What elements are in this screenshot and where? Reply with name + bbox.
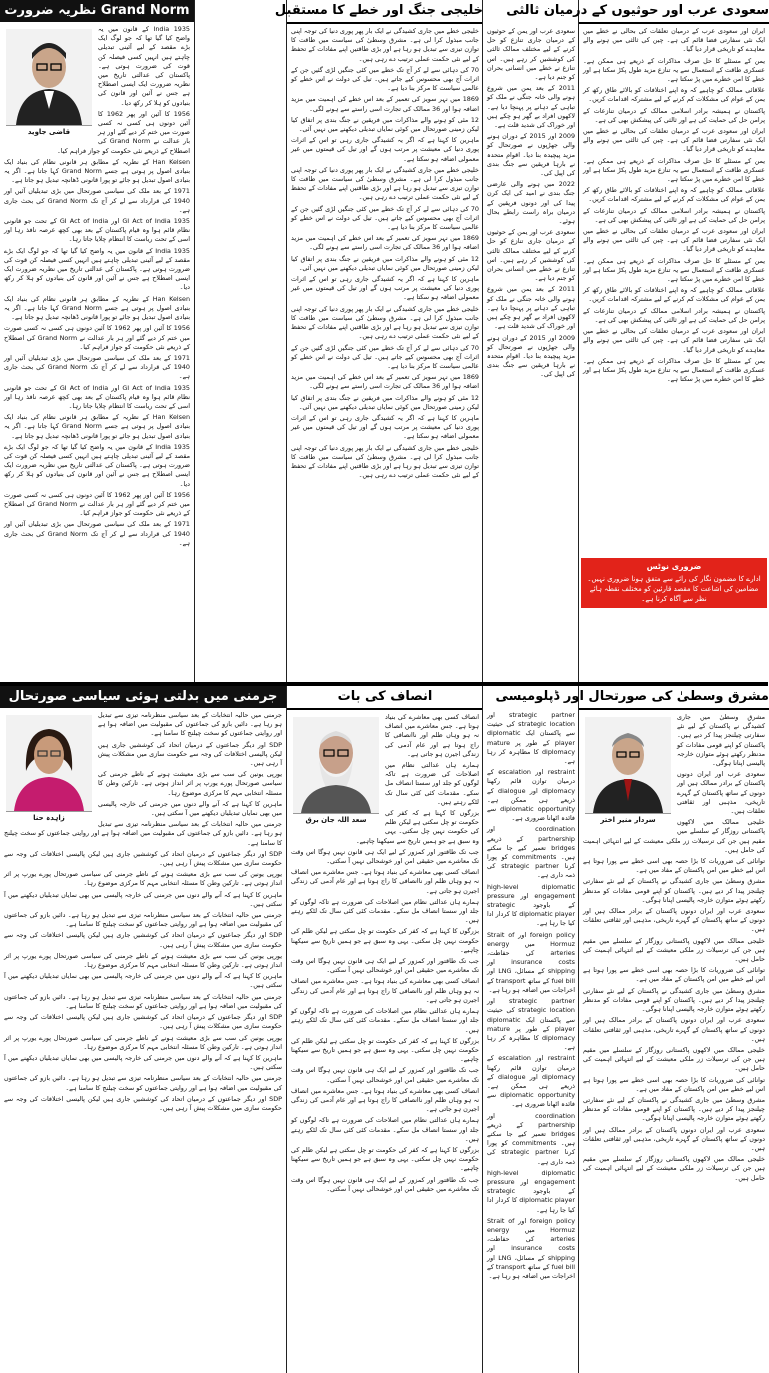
paragraph: 1956 کا آئین اور پھر 1962 کا آئین دونوں ہی کسی نہ کسی صورت میں ختم کر دیے گئے اور ہر بار عدالت نے Grand Norm کی اصطلاح کے ذریعے نئی حکومت کو جواز فراہم کیا۔ xyxy=(57,109,190,155)
paragraph: ایران اور سعودی عرب کے درمیان تعلقات کی بحالی نے خطے میں ایک نئی سفارتی فضا قائم کی ہے۔ چین کی ثالثی میں ہونے والے معاہدے کو تاریخی قرار دیا گیا۔ xyxy=(583,27,765,54)
paragraph: توانائی کی ضروریات کا بڑا حصہ بھی اسی خطے سے پورا ہوتا ہے اس لیے خطے میں امن پاکستان کے مفاد میں ہے۔ xyxy=(583,966,765,984)
paragraph: coordination اور partnership کے ذریعے bridges تعمیر کیے جا سکتے ہیں۔ commitments کو پورا کرنا strategic partner کی ذمہ داری ہے۔ xyxy=(487,1111,575,1166)
paragraph: پاکستان نے ہمیشہ برادر اسلامی ممالک کے درمیان تنازعات کے پرامن حل کی حمایت کی ہے اور ثالثی کی پیشکش بھی کی ہے۔ xyxy=(583,106,765,124)
article-title: سعودی عرب اور حوثیوں کے درمیان ثالثی xyxy=(579,0,769,24)
paragraph: 1971 کے بعد ملک کی سیاسی صورتحال میں بڑی تبدیلیاں آئیں اور 1940 کی قرارداد سے لے کر آج تک Grand Norm کی بحث جاری ہے۔ xyxy=(4,520,190,547)
paragraph: SDP اور دیگر جماعتوں کے درمیان اتحاد کی کوششیں جاری ہیں لیکن پالیسی اختلافات کی وجہ سے حکومت سازی میں مشکلات پیش آ رہی ہیں۔ xyxy=(98,740,282,768)
paragraph: مشرق وسطیٰ میں جاری کشیدگی نے پاکستان کے لیے نئے سفارتی چیلنجز پیدا کر دیے ہیں۔ پاکستان کو اپنے قومی مفادات کو مدنظر رکھتے ہوئے متوازن خارجہ پالیسی اپنانا ہوگی۔ xyxy=(583,877,765,904)
paragraph: 1935 India کے قانون میں یہ واضح کیا گیا تھا کہ جو لوگ ایک بڑے مقصد کے لیے آئینی تبدیلی چاہتے ہیں انہیں کسی فیصلہ کن قوت کی ضرورت ہوتی ہے۔ پاکستان کی عدالتی تاریخ میں نظریہ ضرورت ایک ایسی اصطلاح ہے جس نے آئین اور قانون کی بنیادوں کو ہلا کر رکھ دیا۔ xyxy=(98,25,190,107)
paragraph: foreign policy اور Strait of Hormuz میں energy arteries کی حفاظت، insurance costs اور shipping کے مسائل، LNG اور fuel bill کے ساتھ transport کے اخراجات میں اضافہ ہو رہا ہے۔ xyxy=(487,1216,575,1280)
article-body xyxy=(579,24,769,389)
paragraph: جب تک طاقتور اور کمزور کے لیے ایک ہی قانون نہیں ہوگا اس وقت تک معاشرے میں حقیقی امن اور خوشحالی نہیں آ سکتی۔ xyxy=(291,1066,479,1084)
paragraph: مشرق وسطیٰ میں جاری کشیدگی نے پاکستان کے لیے نئے سفارتی چیلنجز پیدا کر دیے ہیں۔ پاکستان کو اپنے قومی مفادات کو مدنظر رکھتے ہوئے متوازن خارجہ پالیسی اپنانا ہوگی۔ xyxy=(583,1095,765,1123)
paragraph: Han Kelsen کے نظریہ کے مطابق ہر قانونی نظام کی بنیاد ایک بنیادی اصول پر ہوتی ہے جسے Grand Norm کہا جاتا ہے۔ اگر یہ بنیادی اصول تبدیل ہو جائے تو پورا قانونی ڈھانچہ تبدیل ہو جاتا ہے۔ xyxy=(4,294,190,322)
paragraph: مشرق وسطیٰ میں جاری کشیدگی نے پاکستان کے لیے نئے سفارتی چیلنجز پیدا کر دیے ہیں۔ پاکستان کو اپنے قومی مفادات کو مدنظر رکھتے ہوئے متوازن خارجہ پالیسی اپنانا ہوگی۔ xyxy=(583,986,765,1014)
paragraph: 2009 اور 2015 کے دوران ہونے والی جھڑپوں نے صورتحال کو مزید پیچیدہ بنا دیا۔ اقوام متحدہ نے بارہا فریقین سے جنگ بندی کی اپیل کی۔ xyxy=(487,333,576,379)
paragraph: سعودی عرب اور ایران دونوں پاکستان کے برادر ممالک ہیں اور دونوں کے ساتھ پاکستان کے گہرے تاریخی، مذہبی اور ثقافتی تعلقات ہیں۔ xyxy=(583,1016,765,1043)
paragraph: خلیجی خطے میں جاری کشیدگی نے ایک بار پھر پوری دنیا کی توجہ اپنی جانب مبذول کرا لی ہے۔ مشرق وسطیٰ کی سیاست میں طاقت کا توازن تیزی سے تبدیل ہو رہا ہے اور بڑی طاقتیں اپنے مفادات کے تحفظ کے لیے نئی حکمت عملی ترتیب دے رہی ہیں۔ xyxy=(291,165,479,202)
paragraph: خلیجی خطے میں جاری کشیدگی نے ایک بار پھر پوری دنیا کی توجہ اپنی جانب مبذول کرا لی ہے۔ مشرق وسطیٰ کی سیاست میں طاقت کا توازن تیزی سے تبدیل ہو رہا ہے اور بڑی طاقتیں اپنے مفادات کے تحفظ کے لیے نئی حکمت عملی ترتیب دے رہی ہیں۔ xyxy=(291,27,479,63)
paragraph: 2011 کے بعد یمن میں شروع ہونے والی خانہ جنگی نے ملک کو تباہی کے دہانے پر پہنچا دیا ہے۔ لاکھوں افراد بے گھر ہو چکے ہیں اور خوراک کی شدید قلت ہے۔ xyxy=(487,285,575,331)
paragraph: جرمنی میں حالیہ انتخابات کے بعد سیاسی منظرنامہ تیزی سے تبدیل ہو رہا ہے۔ دائیں بازو کی جماعتوں کی مقبولیت میں اضافہ ہوا ہے اور روایتی جماعتوں کو سخت چیلنج کا سامنا ہے۔ xyxy=(4,911,282,929)
paragraph: یمن کے مسئلے کا حل صرف مذاکرات کے ذریعے ہی ممکن ہے۔ عسکری طاقت کے استعمال سے یہ تنازع مزید طول پکڑ سکتا ہے اور خطے کا امن خطرے میں پڑ سکتا ہے۔ xyxy=(583,256,765,284)
paragraph: یورپی یونین کی سب سے بڑی معیشت ہونے کے ناطے جرمنی کی سیاسی صورتحال پورے یورپ پر اثر انداز ہوتی ہے۔ تارکین وطن کا مسئلہ انتخابی مہم کا مرکزی موضوع رہا۔ xyxy=(4,1033,282,1051)
paragraph: strategic partner اور strategic location کی حیثیت سے پاکستان ایک diplomatic player کے طور پر mature diplomacy کا مظاہرہ کر رہا ہے۔ xyxy=(487,997,575,1052)
paragraph: بزرگوں کا کہنا ہے کہ کفر کی حکومت تو چل سکتی ہے لیکن ظلم کی حکومت نہیں چل سکتی۔ یہی وہ سبق ہے جو ہمیں تاریخ سے سیکھنا چاہیے۔ xyxy=(291,1145,479,1173)
paragraph: توانائی کی ضروریات کا بڑا حصہ بھی اسی خطے سے پورا ہوتا ہے اس لیے خطے میں امن پاکستان کے مفاد میں ہے۔ xyxy=(583,1075,765,1093)
author-name: سردار منیر اختر xyxy=(600,816,656,824)
paragraph: سعودی عرب اور ایران دونوں پاکستان کے برادر ممالک ہیں اور دونوں کے ساتھ پاکستان کے گہرے تاریخی، مذہبی اور ثقافتی تعلقات ہیں۔ xyxy=(583,1125,765,1152)
column-germany xyxy=(0,686,286,1373)
paragraph: 1869 میں نہر سویز کی تعمیر کے بعد اس خطے کی اہمیت میں مزید اضافہ ہوا اور 36 ممالک کی تجارت اسی راستے سے ہونے لگی۔ xyxy=(291,234,479,252)
paragraph: 2011 کے بعد یمن میں شروع ہونے والی خانہ جنگی نے ملک کو تباہی کے دہانے پر پہنچا دیا ہے۔ لاکھوں افراد بے گھر ہو چکے ہیں اور خوراک کی شدید قلت ہے۔ xyxy=(487,84,575,130)
paragraph: GI Act of India 1935 اور GI Act of India کے تحت جو قانونی نظام قائم ہوا وہ قیام پاکستان کے بعد بھی کچھ عرصہ نافذ رہا اور اسی کے تحت ریاست کا انتظام چلایا جاتا رہا۔ xyxy=(4,217,190,244)
paragraph: سعودی عرب اور یمن کے حوثیوں کے درمیان جاری تنازع کو حل کرنے کے لیے مختلف ممالک ثالثی کی کوششیں کر رہے ہیں۔ اس تنازع نے خطے میں انسانی بحران کو جنم دیا ہے۔ xyxy=(487,228,575,283)
paragraph: ہمارے ہاں عدالتی نظام میں اصلاحات کی ضرورت ہے تاکہ لوگوں کو جلد اور سستا انصاف مل سکے۔ مقدمات کئی کئی سال تک لٹکے رہتے ہیں۔ xyxy=(385,761,479,806)
column-diplomacy-1 xyxy=(482,686,579,1373)
paragraph: 1869 میں نہر سویز کی تعمیر کے بعد اس خطے کی اہمیت میں مزید اضافہ ہوا اور 36 ممالک کی تجارت اسی راستے سے ہونے لگی۔ xyxy=(291,373,479,391)
paragraph: جب تک طاقتور اور کمزور کے لیے ایک ہی قانون نہیں ہوگا اس وقت تک معاشرے میں حقیقی امن اور خوشحالی نہیں آ سکتی۔ xyxy=(291,847,479,866)
column-gulf-war xyxy=(274,0,483,682)
paragraph: خلیجی ممالک میں لاکھوں پاکستانی روزگار کے سلسلے میں مقیم ہیں جن کی ترسیلات زر ملکی معیشت کے لیے انتہائی اہمیت کی حامل ہیں۔ xyxy=(583,1045,765,1073)
paragraph: سعودی عرب اور ایران دونوں پاکستان کے برادر ممالک ہیں اور دونوں کے ساتھ پاکستان کے گہرے تاریخی، مذہبی اور ثقافتی تعلقات ہیں۔ xyxy=(677,770,765,816)
paragraph: 12 مئی کو ہونے والے مذاکرات میں فریقین نے جنگ بندی پر اتفاق کیا لیکن زمینی صورتحال میں کوئی نمایاں تبدیلی دیکھنے میں نہیں آئی۔ xyxy=(291,393,479,411)
article-body xyxy=(287,24,483,485)
paragraph: ماہرین کا کہنا ہے کہ آنے والے دنوں میں جرمنی کی خارجہ پالیسی میں بھی نمایاں تبدیلیاں دیکھنے میں آ سکتی ہیں۔ xyxy=(4,972,282,990)
paragraph: 1956 کا آئین اور پھر 1962 کا آئین دونوں ہی کسی نہ کسی صورت میں ختم کر دیے گئے اور ہر بار عدالت نے Grand Norm کی اصطلاح کے ذریعے نئی حکومت کو جواز فراہم کیا۔ xyxy=(4,490,190,518)
author-name: قاضی جاوید xyxy=(27,128,71,136)
paragraph: ماہرین کا کہنا ہے کہ اگر یہ کشیدگی جاری رہی تو اس کے اثرات پوری دنیا کی معیشت پر مرتب ہوں گے اور تیل کی قیمتوں میں غیر معمولی اضافہ ہو سکتا ہے۔ xyxy=(291,275,479,302)
paragraph: 2022 میں ہونے والی عارضی جنگ بندی نے امید کی ایک کرن پیدا کی اور دونوں فریقین کے درمیان براہ راست رابطے بحال ہوئے۔ xyxy=(487,180,575,226)
paragraph: سعودی عرب اور ایران دونوں پاکستان کے برادر ممالک ہیں اور دونوں کے ساتھ پاکستان کے گہرے تاریخی، مذہبی اور ثقافتی تعلقات ہیں۔ xyxy=(583,907,765,934)
author-portrait-icon xyxy=(6,29,92,125)
paragraph: یمن کے مسئلے کا حل صرف مذاکرات کے ذریعے ہی ممکن ہے۔ عسکری طاقت کے استعمال سے یہ تنازع مزید طول پکڑ سکتا ہے اور خطے کا امن خطرے میں پڑ سکتا ہے۔ xyxy=(583,56,765,84)
paragraph: ماہرین کا کہنا ہے کہ آنے والے دنوں میں جرمنی کی خارجہ پالیسی میں بھی نمایاں تبدیلیاں دیکھنے میں آ سکتی ہیں۔ xyxy=(98,799,282,818)
paragraph: یورپی یونین کی سب سے بڑی معیشت ہونے کے ناطے جرمنی کی سیاسی صورتحال پورے یورپ پر اثر انداز ہوتی ہے۔ تارکین وطن کا مسئلہ انتخابی مہم کا مرکزی موضوع رہا۔ xyxy=(98,770,282,797)
author-portrait-icon xyxy=(6,715,92,811)
column-saudi-houthi-1 xyxy=(482,0,579,682)
author-portrait-icon xyxy=(585,717,671,813)
article-title: مشرق وسطیٰ کی صورتحال اور ڈپلومیسی xyxy=(579,686,769,710)
paragraph: سعودی عرب اور یمن کے حوثیوں کے درمیان جاری تنازع کو حل کرنے کے لیے مختلف ممالک ثالثی کی کوششیں کر رہے ہیں۔ اس تنازع نے خطے میں انسانی بحران کو جنم دیا ہے۔ xyxy=(487,27,575,82)
paragraph: ماہرین کا کہنا ہے کہ آنے والے دنوں میں جرمنی کی خارجہ پالیسی میں بھی نمایاں تبدیلیاں دیکھنے میں آ سکتی ہیں۔ xyxy=(4,890,282,908)
paragraph: خلیجی ممالک میں لاکھوں پاکستانی روزگار کے سلسلے میں مقیم ہیں جن کی ترسیلات زر ملکی معیشت کے لیے انتہائی اہمیت کی حامل ہیں۔ xyxy=(583,936,765,964)
author-photo xyxy=(6,29,92,137)
paragraph: خلیجی ممالک میں لاکھوں پاکستانی روزگار کے سلسلے میں مقیم ہیں جن کی ترسیلات زر ملکی معیشت کے لیے انتہائی اہمیت کی حامل ہیں۔ xyxy=(583,818,765,854)
paragraph: انصاف کسی بھی معاشرے کی بنیاد ہوتا ہے۔ جس معاشرے میں انصاف نہ ہو وہاں ظلم اور ناانصافی کا راج ہوتا ہے اور عام آدمی کی زندگی اجیرن ہو جاتی ہے۔ xyxy=(291,1086,479,1114)
paragraph: ماہرین کا کہنا ہے کہ آنے والے دنوں میں جرمنی کی خارجہ پالیسی میں بھی نمایاں تبدیلیاں دیکھنے میں آ سکتی ہیں۔ xyxy=(4,1053,282,1072)
paragraph: ہمارے ہاں عدالتی نظام میں اصلاحات کی ضرورت ہے تاکہ لوگوں کو جلد اور سستا انصاف مل سکے۔ مقدمات کئی کئی سال تک لٹکے رہتے ہیں۔ xyxy=(291,1116,479,1143)
paragraph: یورپی یونین کی سب سے بڑی معیشت ہونے کے ناطے جرمنی کی سیاسی صورتحال پورے یورپ پر اثر انداز ہوتی ہے۔ تارکین وطن کا مسئلہ انتخابی مہم کا مرکزی موضوع رہا۔ xyxy=(4,951,282,970)
article-body xyxy=(579,710,769,1188)
article-title: Grand Norm نظریہ ضرورت xyxy=(0,0,194,22)
paragraph: restraint اور escalation کے درمیان توازن قائم رکھنا diplomacy اور dialogue کے ذریعے ہی ممکن ہے۔ diplomatic opportunity سے فائدہ اٹھانا ضروری ہے۔ xyxy=(487,768,576,823)
paragraph: ایران اور سعودی عرب کے درمیان تعلقات کی بحالی نے خطے میں ایک نئی سفارتی فضا قائم کی ہے۔ چین کی ثالثی میں ہونے والے معاہدے کو تاریخی قرار دیا گیا۔ xyxy=(583,227,765,254)
article-title: خلیجی جنگ اور خطے کا مستقبل xyxy=(287,0,483,24)
paragraph: ہمارے ہاں عدالتی نظام میں اصلاحات کی ضرورت ہے تاکہ لوگوں کو جلد اور سستا انصاف مل سکے۔ مقدمات کئی کئی سال تک لٹکے رہتے ہیں۔ xyxy=(291,897,479,925)
paragraph: restraint اور escalation کے درمیان توازن قائم رکھنا diplomacy اور dialogue کے ذریعے ہی ممکن ہے۔ diplomatic opportunity سے فائدہ اٹھانا ضروری ہے۔ xyxy=(487,1054,576,1109)
paragraph: یمن کے مسئلے کا حل صرف مذاکرات کے ذریعے ہی ممکن ہے۔ عسکری طاقت کے استعمال سے یہ تنازع مزید طول پکڑ سکتا ہے اور خطے کا امن خطرے میں پڑ سکتا ہے۔ xyxy=(583,156,765,184)
paragraph: خلیجی ممالک میں لاکھوں پاکستانی روزگار کے سلسلے میں مقیم ہیں جن کی ترسیلات زر ملکی معیشت کے لیے انتہائی اہمیت کی حامل ہیں۔ xyxy=(583,1155,765,1182)
paragraph: 12 مئی کو ہونے والے مذاکرات میں فریقین نے جنگ بندی پر اتفاق کیا لیکن زمینی صورتحال میں کوئی نمایاں تبدیلی دیکھنے میں نہیں آئی۔ xyxy=(291,254,479,272)
paragraph: GI Act of India 1935 اور GI Act of India کے تحت جو قانونی نظام قائم ہوا وہ قیام پاکستان کے بعد بھی کچھ عرصہ نافذ رہا اور اسی کے تحت ریاست کا انتظام چلایا جاتا رہا۔ xyxy=(4,383,190,410)
paragraph: پاکستان نے ہمیشہ برادر اسلامی ممالک کے درمیان تنازعات کے پرامن حل کی حمایت کی ہے اور ثالثی کی پیشکش بھی کی ہے۔ xyxy=(583,306,765,324)
notice-text: ادارے کا مضمون نگار کی رائے سے متفق ہونا ضروری نہیں۔ مضامین کی اشاعت کا مقصد قارئین کو مختلف نقطہ ہائے نظر سے آگاہ کرنا ہے۔ xyxy=(587,575,761,603)
paragraph: خلیجی خطے میں جاری کشیدگی نے ایک بار پھر پوری دنیا کی توجہ اپنی جانب مبذول کرا لی ہے۔ مشرق وسطیٰ کی سیاست میں طاقت کا توازن تیزی سے تبدیل ہو رہا ہے اور بڑی طاقتیں اپنے مفادات کے تحفظ کے لیے نئی حکمت عملی ترتیب دے رہی ہیں۔ xyxy=(291,443,479,480)
author-photo xyxy=(6,715,92,823)
notice-title: ضروری نوٹس xyxy=(646,562,702,571)
article-body xyxy=(287,710,483,1199)
paragraph: جرمنی میں حالیہ انتخابات کے بعد سیاسی منظرنامہ تیزی سے تبدیل ہو رہا ہے۔ دائیں بازو کی جماعتوں کی مقبولیت میں اضافہ ہوا ہے اور روایتی جماعتوں کو سخت چیلنج کا سامنا ہے۔ xyxy=(98,711,282,738)
paragraph: یورپی یونین کی سب سے بڑی معیشت ہونے کے ناطے جرمنی کی سیاسی صورتحال پورے یورپ پر اثر انداز ہوتی ہے۔ تارکین وطن کا مسئلہ انتخابی مہم کا مرکزی موضوع رہا۔ xyxy=(4,870,282,888)
column-blank-mid xyxy=(194,0,287,682)
author-photo xyxy=(585,717,671,825)
paragraph: ماہرین کا کہنا ہے کہ اگر یہ کشیدگی جاری رہی تو اس کے اثرات پوری دنیا کی معیشت پر مرتب ہوں گے اور تیل کی قیمتوں میں غیر معمولی اضافہ ہو سکتا ہے۔ xyxy=(291,413,479,441)
paragraph: بزرگوں کا کہنا ہے کہ کفر کی حکومت تو چل سکتی ہے لیکن ظلم کی حکومت نہیں چل سکتی۔ یہی وہ سبق ہے جو ہمیں تاریخ سے سیکھنا چاہیے۔ xyxy=(291,927,479,954)
paragraph: انصاف کسی بھی معاشرے کی بنیاد ہوتا ہے۔ جس معاشرے میں انصاف نہ ہو وہاں ظلم اور ناانصافی کا راج ہوتا ہے اور عام آدمی کی زندگی اجیرن ہو جاتی ہے۔ xyxy=(385,713,479,758)
paragraph: 1935 India کے قانون میں یہ واضح کیا گیا تھا کہ جو لوگ ایک بڑے مقصد کے لیے آئینی تبدیلی چاہتے ہیں انہیں کسی فیصلہ کن قوت کی ضرورت ہوتی ہے۔ پاکستان کی عدالتی تاریخ میں نظریہ ضرورت ایک ایسی اصطلاح ہے جس نے آئین اور قانون کی بنیادوں کو ہلا کر رکھ دیا۔ xyxy=(4,442,190,488)
article-title: انصاف کی بات xyxy=(287,686,483,710)
paragraph: ایران اور سعودی عرب کے درمیان تعلقات کی بحالی نے خطے میں ایک نئی سفارتی فضا قائم کی ہے۔ چین کی ثالثی میں ہونے والے معاہدے کو تاریخی قرار دیا گیا۔ xyxy=(583,127,765,154)
paragraph: Han Kelsen کے نظریہ کے مطابق ہر قانونی نظام کی بنیاد ایک بنیادی اصول پر ہوتی ہے جسے Grand Norm کہا جاتا ہے۔ اگر یہ بنیادی اصول تبدیل ہو جائے تو پورا قانونی ڈھانچہ تبدیل ہو جاتا ہے۔ xyxy=(4,413,190,440)
article-body xyxy=(483,24,579,385)
paragraph: 12 مئی کو ہونے والے مذاکرات میں فریقین نے جنگ بندی پر اتفاق کیا لیکن زمینی صورتحال میں کوئی نمایاں تبدیلی دیکھنے میں نہیں آئی۔ xyxy=(291,115,479,134)
paragraph: جب تک طاقتور اور کمزور کے لیے ایک ہی قانون نہیں ہوگا اس وقت تک معاشرے میں حقیقی امن اور خوشحالی نہیں آ سکتی۔ xyxy=(291,957,479,975)
paragraph: ایران اور سعودی عرب کے درمیان تعلقات کی بحالی نے خطے میں ایک نئی سفارتی فضا قائم کی ہے۔ چین کی ثالثی میں ہونے والے معاہدے کو تاریخی قرار دیا گیا۔ xyxy=(583,327,765,354)
paragraph: علاقائی ممالک کو چاہیے کہ وہ اپنے اختلافات کو بالائے طاق رکھ کر یمن کے عوام کی مشکلات کم کرنے کے لیے مشترکہ اقدامات کریں۔ xyxy=(583,186,765,204)
paragraph: coordination اور partnership کے ذریعے bridges تعمیر کیے جا سکتے ہیں۔ commitments کو پورا کرنا strategic partner کی ذمہ داری ہے۔ xyxy=(487,825,575,880)
paragraph: strategic partner اور strategic location کی حیثیت سے پاکستان ایک diplomatic player کے طور پر mature diplomacy کا مظاہرہ کر رہا ہے۔ xyxy=(487,711,575,766)
editorial-notice xyxy=(581,558,767,608)
paragraph: SDP اور دیگر جماعتوں کے درمیان اتحاد کی کوششیں جاری ہیں لیکن پالیسی اختلافات کی وجہ سے حکومت سازی میں مشکلات پیش آ رہی ہیں۔ xyxy=(4,931,282,949)
top-section xyxy=(0,0,768,682)
paragraph: 1956 کا آئین اور پھر 1962 کا آئین دونوں ہی کسی نہ کسی صورت میں ختم کر دیے گئے اور ہر بار عدالت نے Grand Norm کی اصطلاح کے ذریعے نئی حکومت کو جواز فراہم کیا۔ xyxy=(4,324,190,351)
author-photo xyxy=(293,717,379,825)
paragraph: SDP اور دیگر جماعتوں کے درمیان اتحاد کی کوششیں جاری ہیں لیکن پالیسی اختلافات کی وجہ سے حکومت سازی میں مشکلات پیش آ رہی ہیں۔ xyxy=(4,1013,282,1031)
article-title: جرمنی میں بدلتی ہوئی سیاسی صورتحال xyxy=(0,686,286,708)
paragraph: 1935 India کے قانون میں یہ واضح کیا گیا تھا کہ جو لوگ ایک بڑے مقصد کے لیے آئینی تبدیلی چاہتے ہیں انہیں کسی فیصلہ کن قوت کی ضرورت ہوتی ہے۔ پاکستان کی عدالتی تاریخ میں نظریہ ضرورت ایک ایسی اصطلاح ہے جس نے آئین اور قانون کی بنیادوں کو ہلا کر رکھ دیا۔ xyxy=(4,246,190,292)
paragraph: ہمارے ہاں عدالتی نظام میں اصلاحات کی ضرورت ہے تاکہ لوگوں کو جلد اور سستا انصاف مل سکے۔ مقدمات کئی کئی سال تک لٹکے رہتے ہیں۔ xyxy=(291,1007,479,1034)
paragraph: foreign policy اور Strait of Hormuz میں energy arteries کی حفاظت، insurance costs اور shipping کے مسائل، LNG اور fuel bill کے ساتھ transport کے اخراجات میں اضافہ ہو رہا ہے۔ xyxy=(487,930,575,994)
paragraph: علاقائی ممالک کو چاہیے کہ وہ اپنے اختلافات کو بالائے طاق رکھ کر یمن کے عوام کی مشکلات کم کرنے کے لیے مشترکہ اقدامات کریں۔ xyxy=(583,286,765,304)
paragraph: جرمنی میں حالیہ انتخابات کے بعد سیاسی منظرنامہ تیزی سے تبدیل ہو رہا ہے۔ دائیں بازو کی جماعتوں کی مقبولیت میں اضافہ ہوا ہے اور روایتی جماعتوں کو سخت چیلنج کا سامنا ہے۔ xyxy=(4,1074,282,1092)
column-grand-norm xyxy=(0,0,194,682)
paragraph: 1869 میں نہر سویز کی تعمیر کے بعد اس خطے کی اہمیت میں مزید اضافہ ہوا اور 36 ممالک کی تجارت اسی راستے سے ہونے لگی۔ xyxy=(291,95,479,113)
paragraph: ماہرین کا کہنا ہے کہ اگر یہ کشیدگی جاری رہی تو اس کے اثرات پوری دنیا کی معیشت پر مرتب ہوں گے اور تیل کی قیمتوں میں غیر معمولی اضافہ ہو سکتا ہے۔ xyxy=(291,136,479,163)
paragraph: 1971 کے بعد ملک کی سیاسی صورتحال میں بڑی تبدیلیاں آئیں اور 1940 کی قرارداد سے لے کر آج تک Grand Norm کی بحث جاری ہے۔ xyxy=(4,187,190,214)
paragraph: جرمنی میں حالیہ انتخابات کے بعد سیاسی منظرنامہ تیزی سے تبدیل ہو رہا ہے۔ دائیں بازو کی جماعتوں کی مقبولیت میں اضافہ ہوا ہے اور روایتی جماعتوں کو سخت چیلنج کا سامنا ہے۔ xyxy=(4,992,282,1010)
paragraph: انصاف کسی بھی معاشرے کی بنیاد ہوتا ہے۔ جس معاشرے میں انصاف نہ ہو وہاں ظلم اور ناانصافی کا راج ہوتا ہے اور عام آدمی کی زندگی اجیرن ہو جاتی ہے۔ xyxy=(291,977,479,1004)
author-name: زاہدہ حنا xyxy=(33,814,65,822)
paragraph: خلیجی خطے میں جاری کشیدگی نے ایک بار پھر پوری دنیا کی توجہ اپنی جانب مبذول کرا لی ہے۔ مشرق وسطیٰ کی سیاست میں طاقت کا توازن تیزی سے تبدیل ہو رہا ہے اور بڑی طاقتیں اپنے مفادات کے تحفظ کے لیے نئی حکمت عملی ترتیب دے رہی ہیں۔ xyxy=(291,304,479,341)
article-body xyxy=(0,708,286,1118)
bottom-section xyxy=(0,686,768,1373)
paragraph: علاقائی ممالک کو چاہیے کہ وہ اپنے اختلافات کو بالائے طاق رکھ کر یمن کے عوام کی مشکلات کم کرنے کے لیے مشترکہ اقدامات کریں۔ xyxy=(583,86,765,104)
paragraph: 2009 اور 2015 کے دوران ہونے والی جھڑپوں نے صورتحال کو مزید پیچیدہ بنا دیا۔ اقوام متحدہ نے بارہا فریقین سے جنگ بندی کی اپیل کی۔ xyxy=(487,132,576,178)
paragraph: 70 کی دہائی سے لے کر آج تک خطے میں کئی جنگیں لڑی گئیں جن کے اثرات آج بھی محسوس کیے جاتے ہیں۔ تیل کی دولت نے اس خطے کو عالمی سیاست کا مرکز بنا دیا ہے۔ xyxy=(291,65,479,93)
paragraph: جب تک طاقتور اور کمزور کے لیے ایک ہی قانون نہیں ہوگا اس وقت تک معاشرے میں حقیقی امن اور خوشحالی نہیں آ سکتی۔ xyxy=(291,1175,479,1193)
paragraph: یمن کے مسئلے کا حل صرف مذاکرات کے ذریعے ہی ممکن ہے۔ عسکری طاقت کے استعمال سے یہ تنازع مزید طول پکڑ سکتا ہے اور خطے کا امن خطرے میں پڑ سکتا ہے۔ xyxy=(583,356,765,384)
paragraph: جرمنی میں حالیہ انتخابات کے بعد سیاسی منظرنامہ تیزی سے تبدیل ہو رہا ہے۔ دائیں بازو کی جماعتوں کی مقبولیت میں اضافہ ہوا ہے اور روایتی جماعتوں کو سخت چیلنج کا سامنا ہے۔ xyxy=(4,820,282,847)
column-justice xyxy=(286,686,483,1373)
paragraph: 70 کی دہائی سے لے کر آج تک خطے میں کئی جنگیں لڑی گئیں جن کے اثرات آج بھی محسوس کیے جاتے ہیں۔ تیل کی دولت نے اس خطے کو عالمی سیاست کا مرکز بنا دیا ہے۔ xyxy=(291,343,479,370)
paragraph: بزرگوں کا کہنا ہے کہ کفر کی حکومت تو چل سکتی ہے لیکن ظلم کی حکومت نہیں چل سکتی۔ یہی وہ سبق ہے جو ہمیں تاریخ سے سیکھنا چاہیے۔ xyxy=(355,809,479,845)
paragraph: پاکستان نے ہمیشہ برادر اسلامی ممالک کے درمیان تنازعات کے پرامن حل کی حمایت کی ہے اور ثالثی کی پیشکش بھی کی ہے۔ xyxy=(583,206,765,224)
paragraph: مشرق وسطیٰ میں جاری کشیدگی نے پاکستان کے لیے نئے سفارتی چیلنجز پیدا کر دیے ہیں۔ پاکستان کو اپنے قومی مفادات کو مدنظر رکھتے ہوئے متوازن خارجہ پالیسی اپنانا ہوگی۔ xyxy=(677,713,765,768)
paragraph: high-level diplomatic engagement اور pressure کے باوجود strategic diplomatic player کا کردار ادا کیا جا رہا ہے۔ xyxy=(487,882,575,928)
paragraph: توانائی کی ضروریات کا بڑا حصہ بھی اسی خطے سے پورا ہوتا ہے اس لیے خطے میں امن پاکستان کے مفاد میں ہے۔ xyxy=(583,857,765,875)
paragraph: SDP اور دیگر جماعتوں کے درمیان اتحاد کی کوششیں جاری ہیں لیکن پالیسی اختلافات کی وجہ سے حکومت سازی میں مشکلات پیش آ رہی ہیں۔ xyxy=(4,1094,282,1112)
paragraph: Han Kelsen کے نظریہ کے مطابق ہر قانونی نظام کی بنیاد ایک بنیادی اصول پر ہوتی ہے جسے Grand Norm کہا جاتا ہے۔ اگر یہ بنیادی اصول تبدیل ہو جائے تو پورا قانونی ڈھانچہ تبدیل ہو جاتا ہے۔ xyxy=(4,157,190,185)
author-portrait-icon xyxy=(293,717,379,813)
article-body xyxy=(483,708,579,1286)
author-name: سعد اللہ جان برق xyxy=(305,816,367,824)
paragraph: 70 کی دہائی سے لے کر آج تک خطے میں کئی جنگیں لڑی گئیں جن کے اثرات آج بھی محسوس کیے جاتے ہیں۔ تیل کی دولت نے اس خطے کو عالمی سیاست کا مرکز بنا دیا ہے۔ xyxy=(291,204,479,232)
paragraph: انصاف کسی بھی معاشرے کی بنیاد ہوتا ہے۔ جس معاشرے میں انصاف نہ ہو وہاں ظلم اور ناانصافی کا راج ہوتا ہے اور عام آدمی کی زندگی اجیرن ہو جاتی ہے۔ xyxy=(291,868,479,895)
paragraph: SDP اور دیگر جماعتوں کے درمیان اتحاد کی کوششیں جاری ہیں لیکن پالیسی اختلافات کی وجہ سے حکومت سازی میں مشکلات پیش آ رہی ہیں۔ xyxy=(4,849,282,868)
paragraph: high-level diplomatic engagement اور pressure کے باوجود strategic diplomatic player کا کردار ادا کیا جا رہا ہے۔ xyxy=(487,1168,575,1214)
paragraph: بزرگوں کا کہنا ہے کہ کفر کی حکومت تو چل سکتی ہے لیکن ظلم کی حکومت نہیں چل سکتی۔ یہی وہ سبق ہے جو ہمیں تاریخ سے سیکھنا چاہیے۔ xyxy=(291,1036,479,1064)
article-body xyxy=(0,22,194,553)
paragraph: 1971 کے بعد ملک کی سیاسی صورتحال میں بڑی تبدیلیاں آئیں اور 1940 کی قرارداد سے لے کر آج تک Grand Norm کی بحث جاری ہے۔ xyxy=(4,353,190,381)
